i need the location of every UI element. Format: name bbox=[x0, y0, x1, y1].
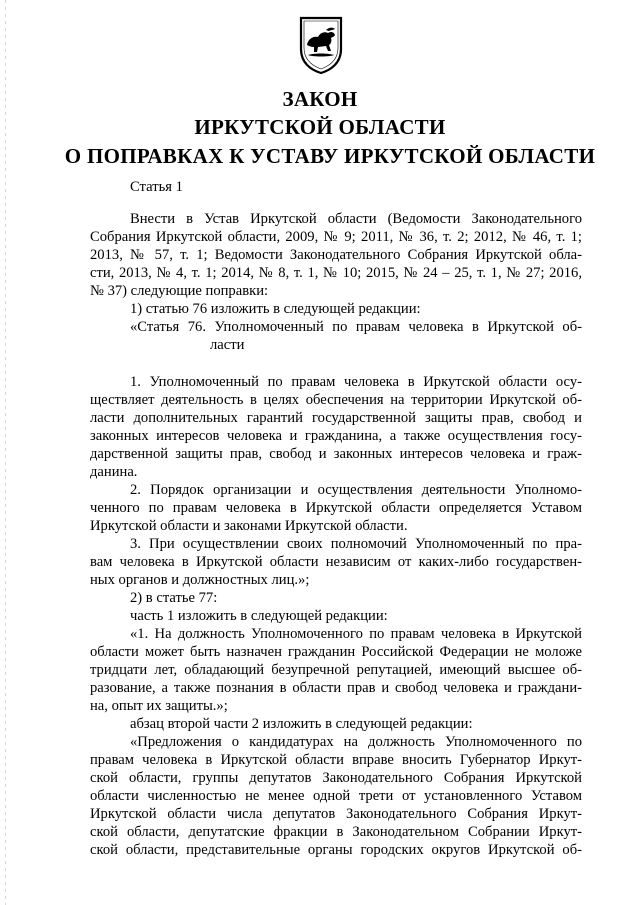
irkutsk-coat-of-arms-icon bbox=[298, 15, 344, 75]
part2-line-3: ской области, группы депутатов Законодательного Собрания Иркутской bbox=[90, 770, 582, 786]
art76-p3-line-2: вам человека в Иркутской области независим от каких-либо государствен- bbox=[90, 554, 582, 570]
article76-heading-line-1: «Статья 76. Уполномоченный по правам человека в Иркутской об- bbox=[130, 319, 582, 335]
intro-line-4: сти, 2013, № 4, т. 1; 2014, № 8, т. 1, № 10; 2015, № 24 – 25, т. 1, № 27; 2016, bbox=[90, 265, 582, 281]
part1-line-3: тридцати лет, обладающий безупречной репутацией, имеющий высшее об- bbox=[90, 662, 582, 678]
art76-p2-line-3: Иркутской области и законами Иркутской области. bbox=[90, 518, 408, 534]
part2-line-5: Иркутской области числа депутатов Законодательного Собрания Иркут- bbox=[90, 806, 582, 822]
part1-line-5: на, опыт их защиты.»; bbox=[90, 698, 228, 714]
art76-p3-line-3: ных органов и должностных лиц.»; bbox=[90, 572, 310, 588]
art76-p1-line-6: данина. bbox=[90, 464, 138, 480]
part1-line-4: разование, а также познания в области прав и свобод человека и граждани- bbox=[90, 680, 582, 696]
intro-line-3: 2013, № 57, т. 1; Ведомости Законодательного Собрания Иркутской обла- bbox=[90, 247, 582, 263]
part1-line-2: области может быть назначен гражданин Российской Федерации не моложе bbox=[90, 644, 582, 660]
art76-p3-line-1: 3. При осуществлении своих полномочий Уполномоченный по пра- bbox=[130, 536, 582, 552]
art76-p2-line-1: 2. Порядок организации и осуществления деятельности Уполномо- bbox=[130, 482, 582, 498]
law-subject-title: О ПОПРАВКАХ К УСТАВУ ИРКУТСКОЙ ОБЛАСТИ bbox=[64, 144, 596, 168]
part2-intro: абзац второй части 2 изложить в следующей редакции: bbox=[130, 716, 473, 732]
part2-line-4: области численностью не менее одной трети от установленного Уставом bbox=[90, 788, 582, 804]
law-title: ЗАКОН bbox=[282, 87, 358, 111]
article-heading: Статья 1 bbox=[130, 179, 183, 195]
art76-p1-line-3: ласти дополнительных гарантий государственной защиты прав, свобод и bbox=[90, 410, 582, 426]
art76-p1-line-4: законных интересов человека и гражданина, а также осуществления госу- bbox=[90, 428, 582, 444]
part1-line-1: «1. На должность Уполномоченного по правам человека в Иркутской bbox=[130, 626, 582, 642]
art76-p2-line-2: ченного по правам человека в Иркутской области определяется Уставом bbox=[90, 500, 582, 516]
art76-p1-line-2: ществляет деятельность в целях обеспечения на территории Иркутской об- bbox=[90, 392, 582, 408]
item-2: 2) в статье 77: bbox=[130, 590, 218, 606]
region-title: ИРКУТСКОЙ ОБЛАСТИ bbox=[194, 115, 446, 139]
part2-line-1: «Предложения о кандидатурах на должность Уполномоченного по bbox=[130, 734, 582, 750]
art76-p1-line-1: 1. Уполномоченный по правам человека в Иркутской области осу- bbox=[130, 374, 582, 390]
intro-line-1: Внести в Устав Иркутской области (Ведомости Законодательного bbox=[130, 211, 582, 227]
art76-p1-line-5: дарственной защиты прав, свобод и законных интересов человека и граж- bbox=[90, 446, 582, 462]
part1-intro: часть 1 изложить в следующей редакции: bbox=[130, 608, 388, 624]
item-1: 1) статью 76 изложить в следующей редакции: bbox=[130, 301, 421, 317]
part2-line-6: ской области, депутатские фракции в Законодательном Собрании Иркут- bbox=[90, 824, 582, 840]
intro-line-2: Собрания Иркутской области, 2009, № 9; 2011, № 36, т. 2; 2012, № 46, т. 1; bbox=[90, 229, 582, 245]
intro-line-5: № 37) следующие поправки: bbox=[90, 283, 269, 299]
article76-heading-line-2: ласти bbox=[210, 337, 245, 353]
part2-line-7: ской области, представительные органы городских округов Иркутской об- bbox=[90, 842, 582, 858]
part2-line-2: правам человека в Иркутской области вправе вносить Губернатор Иркут- bbox=[90, 752, 582, 768]
